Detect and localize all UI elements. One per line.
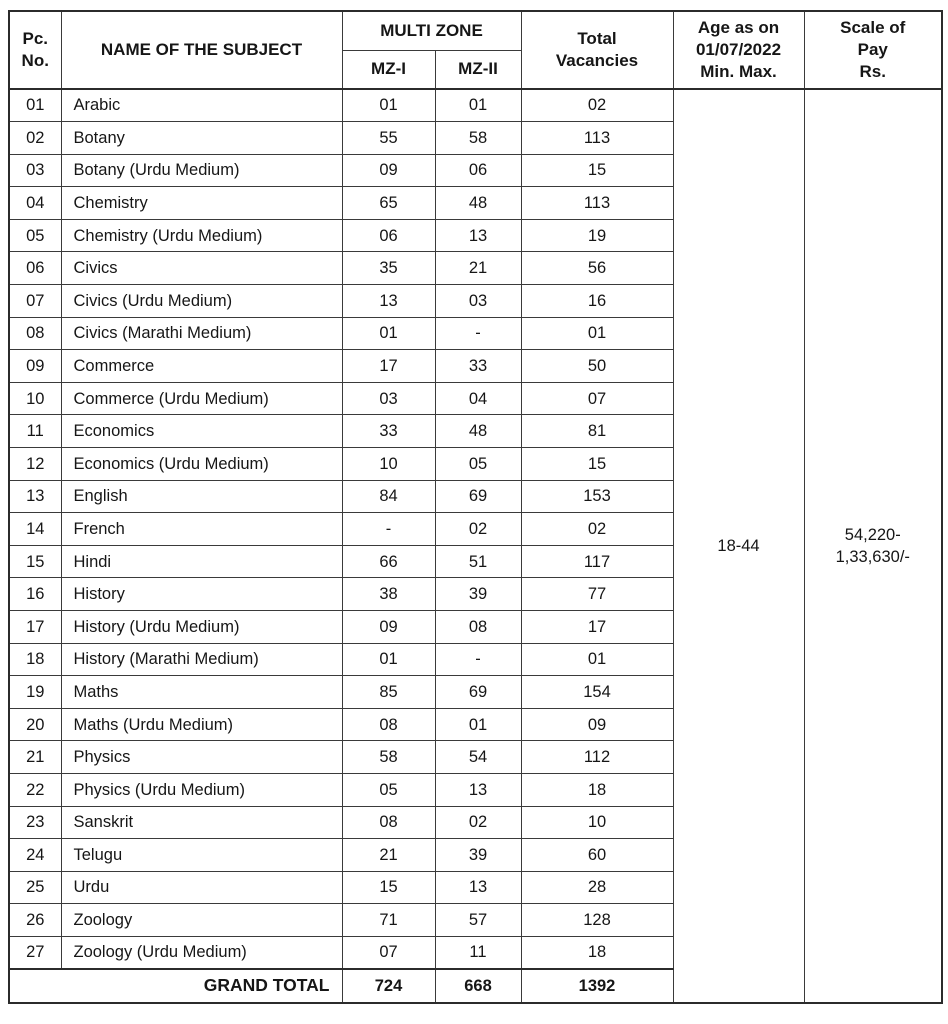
pc-no-cell: 01 (9, 89, 61, 122)
grand-total-label: GRAND TOTAL (9, 969, 342, 1003)
total-vacancies-cell: 60 (521, 839, 673, 872)
mz1-cell: 55 (342, 122, 435, 155)
mz2-cell: 01 (435, 89, 521, 122)
total-vacancies-cell: 77 (521, 578, 673, 611)
mz1-cell: - (342, 513, 435, 546)
mz2-cell: 01 (435, 708, 521, 741)
total-vacancies-cell: 10 (521, 806, 673, 839)
mz1-cell: 21 (342, 839, 435, 872)
total-vacancies-cell: 28 (521, 871, 673, 904)
pc-no-cell: 04 (9, 187, 61, 220)
total-vacancies-cell: 07 (521, 382, 673, 415)
mz1-cell: 66 (342, 545, 435, 578)
mz2-cell: 48 (435, 415, 521, 448)
pc-no-cell: 15 (9, 545, 61, 578)
table-body (9, 89, 942, 1003)
mz2-cell: 48 (435, 187, 521, 220)
pc-no-cell: 10 (9, 382, 61, 415)
subject-cell: Botany (Urdu Medium) (61, 154, 342, 187)
mz1-cell: 84 (342, 480, 435, 513)
mz2-cell: 05 (435, 448, 521, 481)
header-mz-ii: MZ-II (435, 50, 521, 89)
total-vacancies-cell: 15 (521, 154, 673, 187)
total-vacancies-cell: 01 (521, 317, 673, 350)
pc-no-cell: 16 (9, 578, 61, 611)
subject-cell: Physics (61, 741, 342, 774)
mz1-cell: 01 (342, 317, 435, 350)
total-vacancies-cell: 117 (521, 545, 673, 578)
pc-no-cell: 05 (9, 219, 61, 252)
subject-cell: Economics (61, 415, 342, 448)
subject-cell: Civics (61, 252, 342, 285)
subject-cell: Maths (Urdu Medium) (61, 708, 342, 741)
pc-no-cell: 26 (9, 904, 61, 937)
pc-no-cell: 19 (9, 676, 61, 709)
subject-cell: Commerce (61, 350, 342, 383)
mz1-cell: 08 (342, 806, 435, 839)
pc-no-cell: 08 (9, 317, 61, 350)
mz2-cell: - (435, 643, 521, 676)
mz1-cell: 85 (342, 676, 435, 709)
mz2-cell: 69 (435, 480, 521, 513)
subject-cell: Botany (61, 122, 342, 155)
pc-no-cell: 06 (9, 252, 61, 285)
mz1-cell: 33 (342, 415, 435, 448)
mz2-cell: 39 (435, 839, 521, 872)
subject-cell: History (61, 578, 342, 611)
total-vacancies-cell: 50 (521, 350, 673, 383)
mz1-cell: 35 (342, 252, 435, 285)
mz2-cell: 03 (435, 285, 521, 318)
header-scale-of-pay: Scale of Pay Rs. (804, 11, 942, 89)
mz2-cell: - (435, 317, 521, 350)
mz2-cell: 06 (435, 154, 521, 187)
pc-no-cell: 21 (9, 741, 61, 774)
mz1-cell: 03 (342, 382, 435, 415)
subject-cell: Physics (Urdu Medium) (61, 773, 342, 806)
pc-no-cell: 03 (9, 154, 61, 187)
total-vacancies-cell: 15 (521, 448, 673, 481)
table-header (9, 11, 942, 89)
mz2-cell: 33 (435, 350, 521, 383)
mz1-cell: 06 (342, 219, 435, 252)
header-pc-no: Pc. No. (9, 11, 61, 89)
total-vacancies-cell: 154 (521, 676, 673, 709)
pc-no-cell: 14 (9, 513, 61, 546)
subject-cell: Economics (Urdu Medium) (61, 448, 342, 481)
subject-cell: Civics (Urdu Medium) (61, 285, 342, 318)
mz2-cell: 02 (435, 513, 521, 546)
grand-total-mz2: 668 (435, 969, 521, 1003)
mz2-cell: 69 (435, 676, 521, 709)
pc-no-cell: 02 (9, 122, 61, 155)
mz2-cell: 21 (435, 252, 521, 285)
pc-no-cell: 22 (9, 773, 61, 806)
grand-total-vacancies: 1392 (521, 969, 673, 1003)
subject-cell: Maths (61, 676, 342, 709)
subject-cell: English (61, 480, 342, 513)
mz1-cell: 09 (342, 154, 435, 187)
pc-no-cell: 20 (9, 708, 61, 741)
subject-cell: Zoology (61, 904, 342, 937)
subject-cell: Sanskrit (61, 806, 342, 839)
mz2-cell: 57 (435, 904, 521, 937)
mz1-cell: 65 (342, 187, 435, 220)
subject-cell: Hindi (61, 545, 342, 578)
total-vacancies-cell: 16 (521, 285, 673, 318)
header-subject: NAME OF THE SUBJECT (61, 11, 342, 89)
mz1-cell: 01 (342, 643, 435, 676)
mz2-cell: 02 (435, 806, 521, 839)
total-vacancies-cell: 18 (521, 936, 673, 969)
mz1-cell: 15 (342, 871, 435, 904)
mz2-cell: 13 (435, 773, 521, 806)
mz1-cell: 05 (342, 773, 435, 806)
mz2-cell: 08 (435, 611, 521, 644)
subject-cell: Civics (Marathi Medium) (61, 317, 342, 350)
subject-cell: Chemistry (61, 187, 342, 220)
subject-cell: Urdu (61, 871, 342, 904)
header-mz-i: MZ-I (342, 50, 435, 89)
mz1-cell: 01 (342, 89, 435, 122)
subject-cell: Chemistry (Urdu Medium) (61, 219, 342, 252)
mz1-cell: 58 (342, 741, 435, 774)
pc-no-cell: 09 (9, 350, 61, 383)
grand-total-mz1: 724 (342, 969, 435, 1003)
total-vacancies-cell: 01 (521, 643, 673, 676)
vacancy-table (8, 10, 943, 1004)
mz2-cell: 11 (435, 936, 521, 969)
mz2-cell: 13 (435, 871, 521, 904)
mz2-cell: 39 (435, 578, 521, 611)
pc-no-cell: 25 (9, 871, 61, 904)
subject-cell: Commerce (Urdu Medium) (61, 382, 342, 415)
total-vacancies-cell: 18 (521, 773, 673, 806)
pc-no-cell: 23 (9, 806, 61, 839)
header-age: Age as on 01/07/2022 Min. Max. (673, 11, 804, 89)
total-vacancies-cell: 17 (521, 611, 673, 644)
mz2-cell: 58 (435, 122, 521, 155)
pc-no-cell: 18 (9, 643, 61, 676)
total-vacancies-cell: 81 (521, 415, 673, 448)
subject-cell: History (Urdu Medium) (61, 611, 342, 644)
age-range-cell: 18-44 (673, 89, 804, 1003)
total-vacancies-cell: 56 (521, 252, 673, 285)
pc-no-cell: 11 (9, 415, 61, 448)
mz1-cell: 08 (342, 708, 435, 741)
total-vacancies-cell: 128 (521, 904, 673, 937)
subject-cell: Arabic (61, 89, 342, 122)
total-vacancies-cell: 09 (521, 708, 673, 741)
mz1-cell: 07 (342, 936, 435, 969)
total-vacancies-cell: 02 (521, 513, 673, 546)
table-row (9, 89, 942, 122)
subject-cell: Telugu (61, 839, 342, 872)
mz1-cell: 09 (342, 611, 435, 644)
mz1-cell: 71 (342, 904, 435, 937)
mz1-cell: 10 (342, 448, 435, 481)
total-vacancies-cell: 02 (521, 89, 673, 122)
pc-no-cell: 17 (9, 611, 61, 644)
subject-cell: French (61, 513, 342, 546)
mz2-cell: 51 (435, 545, 521, 578)
total-vacancies-cell: 113 (521, 187, 673, 220)
mz2-cell: 13 (435, 219, 521, 252)
total-vacancies-cell: 19 (521, 219, 673, 252)
pc-no-cell: 24 (9, 839, 61, 872)
total-vacancies-cell: 153 (521, 480, 673, 513)
header-total-vacancies: Total Vacancies (521, 11, 673, 89)
subject-cell: Zoology (Urdu Medium) (61, 936, 342, 969)
pc-no-cell: 07 (9, 285, 61, 318)
subject-cell: History (Marathi Medium) (61, 643, 342, 676)
pc-no-cell: 12 (9, 448, 61, 481)
header-multi-zone: MULTI ZONE (342, 11, 521, 50)
pc-no-cell: 13 (9, 480, 61, 513)
mz2-cell: 54 (435, 741, 521, 774)
mz1-cell: 13 (342, 285, 435, 318)
mz2-cell: 04 (435, 382, 521, 415)
mz1-cell: 38 (342, 578, 435, 611)
total-vacancies-cell: 112 (521, 741, 673, 774)
scale-of-pay-cell: 54,220- 1,33,630/- (804, 89, 942, 1003)
mz1-cell: 17 (342, 350, 435, 383)
header-row-1 (9, 11, 942, 50)
total-vacancies-cell: 113 (521, 122, 673, 155)
pc-no-cell: 27 (9, 936, 61, 969)
